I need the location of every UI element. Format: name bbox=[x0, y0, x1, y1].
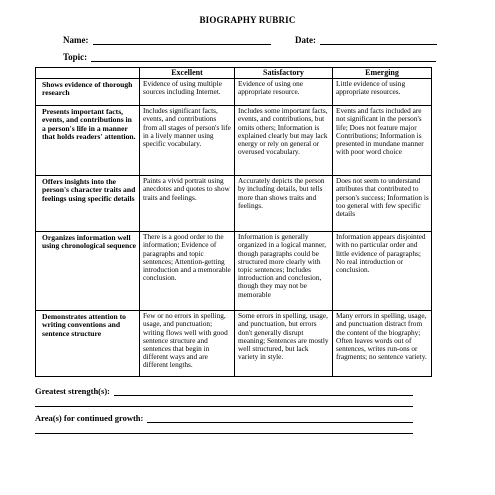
emerging-cell: Little evidence of using appropriate resources. bbox=[333, 79, 432, 106]
topic-line bbox=[63, 52, 436, 62]
name-label: Name: bbox=[63, 35, 89, 45]
date-line bbox=[295, 35, 437, 45]
growth-field[interactable] bbox=[147, 414, 413, 423]
topic-field[interactable] bbox=[91, 52, 436, 62]
emerging-cell: Information appears disjointed with no particular order and little evidence of paragraphs; No real introduction or conclusion. bbox=[333, 232, 432, 311]
excellent-cell: Evidence of using multiple sources including Internet. bbox=[140, 79, 235, 106]
satisfactory-cell: Evidence of using one appropriate resource. bbox=[235, 79, 333, 106]
criterion-cell: Organizes information well using chronological sequence bbox=[36, 232, 140, 311]
column-header-excellent: Excellent bbox=[140, 68, 235, 79]
name-line bbox=[63, 35, 271, 45]
excellent-cell: Includes significant facts, events, and contributions from all stages of person's life in a lively manner using specific vocabulary. bbox=[140, 106, 235, 176]
criterion-cell: Shows evidence of thorough research bbox=[36, 79, 140, 106]
satisfactory-cell: Some errors in spelling, usage, and punctuation, but errors don't generally disrupt meaning; Sentences are mostly well structured, but lack variety in style. bbox=[235, 311, 333, 377]
name-field[interactable] bbox=[93, 35, 271, 45]
table-header-row bbox=[36, 68, 432, 79]
emerging-cell: Many errors in spelling, usage, and punctuation distract from the content of the biography; Often leaves words out of sentences, writes run-ons or fragments; no sentence variety. bbox=[333, 311, 432, 377]
topic-label: Topic: bbox=[63, 52, 88, 62]
date-field[interactable] bbox=[320, 35, 437, 45]
column-header-emerging: Emerging bbox=[333, 68, 432, 79]
table-row bbox=[36, 79, 432, 106]
excellent-cell: Paints a vivid portrait using anecdotes and quotes to show traits and feelings. bbox=[140, 176, 235, 232]
criterion-cell: Presents important facts, events, and contributions in a person's life in a manner that holds readers' attention. bbox=[36, 106, 140, 176]
table-row bbox=[36, 176, 432, 232]
strengths-label: Greatest strength(s): bbox=[35, 386, 110, 396]
excellent-cell: There is a good order to the information; Evidence of paragraphs and topic sentences; Attention-getting introduction and a memorable conclusion. bbox=[140, 232, 235, 311]
criteria-header bbox=[36, 68, 140, 79]
strengths-extra-line[interactable] bbox=[35, 406, 413, 407]
page-title: BIOGRAPHY RUBRIC bbox=[199, 15, 296, 25]
date-label: Date: bbox=[295, 35, 316, 45]
table-row bbox=[36, 106, 432, 176]
growth-label: Area(s) for continued growth: bbox=[35, 413, 144, 423]
criterion-cell: Demonstrates attention to writing conventions and sentence structure bbox=[36, 311, 140, 377]
criterion-cell: Offers insights into the person's character traits and feelings using specific details bbox=[36, 176, 140, 232]
growth-extra-line[interactable] bbox=[35, 433, 413, 434]
table-row bbox=[36, 232, 432, 311]
emerging-cell: Events and facts included are not significant in the person's life; Does not feature major Contributions; Information is presented in mundane manner with poor word choice bbox=[333, 106, 432, 176]
strengths-field[interactable] bbox=[114, 387, 413, 396]
strengths-line bbox=[35, 386, 413, 396]
rubric-table bbox=[35, 67, 432, 377]
column-header-satisfactory: Satisfactory bbox=[235, 68, 333, 79]
satisfactory-cell: Accurately depicts the person by including details, but tells more than shows traits and feelings. bbox=[235, 176, 333, 232]
satisfactory-cell: Includes some important facts, events, and contributions, but omits others; Information is explained clearly but may lack energy or rely on general or overused vocabulary. bbox=[235, 106, 333, 176]
growth-line bbox=[35, 413, 413, 423]
satisfactory-cell: Information is generally organized in a logical manner, though paragraphs could be structured more clearly with topic sentences; Includes introduction and conclusion, though they may not be memorable bbox=[235, 232, 333, 311]
table-row bbox=[36, 311, 432, 377]
excellent-cell: Few or no errors in spelling, usage, and punctuation; writing flows well with good sentence structure and sentences that begin in different ways and are different lengths. bbox=[140, 311, 235, 377]
emerging-cell: Does not seem to understand attributes that contributed to person's success; Information is too general with few specific details bbox=[333, 176, 432, 232]
